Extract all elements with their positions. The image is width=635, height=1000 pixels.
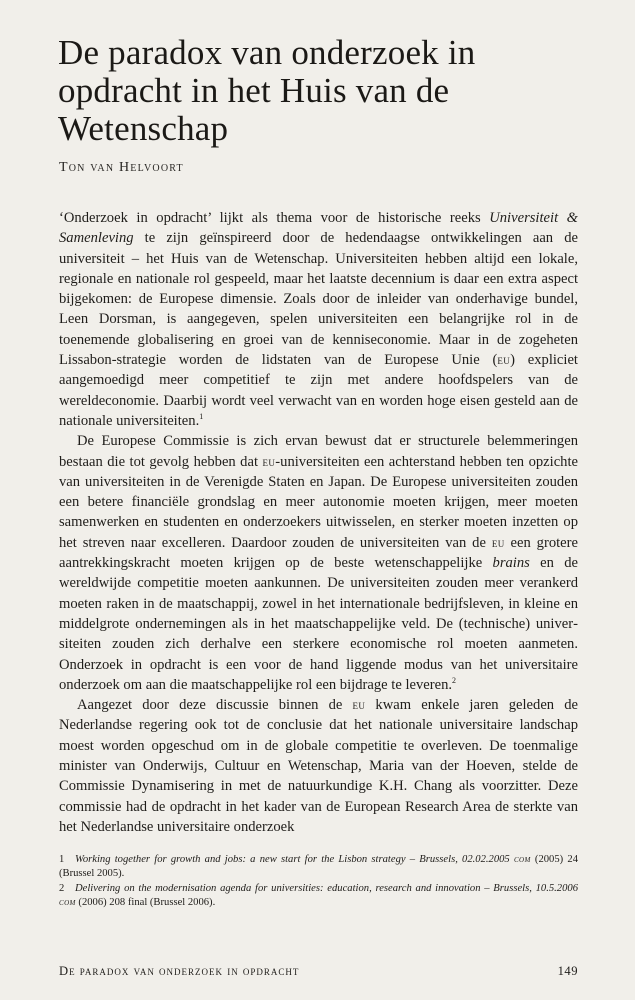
italic-text: brains bbox=[492, 555, 530, 572]
footnote-number: 1 bbox=[59, 854, 65, 865]
chapter-author: Ton van Helvoort bbox=[59, 160, 184, 175]
paragraph-3 bbox=[59, 695, 578, 837]
small-caps-text: eu bbox=[497, 352, 511, 368]
text-run: en de wereldwijde competitie moeten aankunnen. De universiteiten zouden meer verankerd moeten raken in de maatschappij, zowel in het internationale bedrijfsleven, in kleine en middelgrote ondernemingen als in het maatschappelijke veld. De (technische) universiteiten zouden zich derhalve een sterkere economische rol moeten aanmeten. Onderzoek in opdracht is een voor de hand liggende modus van het universitaire onderzoek om aan die maatschappelijke rol een bijdrage te leveren. bbox=[59, 555, 578, 693]
footnote-1 bbox=[59, 853, 578, 882]
chapter-title: De paradox van onderzoek in opdracht in het Huis van de Wetenschap bbox=[58, 33, 476, 148]
text-run: Aangezet door deze discussie binnen de bbox=[77, 697, 353, 714]
footnote-2 bbox=[59, 882, 578, 911]
footnote-reference: 1 bbox=[199, 412, 204, 422]
running-title: De paradox van onderzoek in opdracht bbox=[59, 964, 300, 978]
paragraph-1 bbox=[59, 208, 578, 431]
text-run: ) expliciet aangemoedigd meer competitief te zijn met andere hoofdspelers van de wereldeconomie. Daarbij wordt veel verwacht van en worden hoge eisen gesteld aan de nationale universiteiten. bbox=[59, 352, 578, 429]
footnotes bbox=[59, 853, 578, 911]
text-run: kwam enkele jaren geleden de Nederlandse regering ook tot de conclusie dat het nationale universitaire landschap moest worden opgeschud om in de globale competitie te overleven. De toenmalige minister van Onderwijs, Cultuur en Wetenschap, Maria van der Hoeven, stelde de Commissie Dynamisering in met de natuurkundige K.H. Chang als voorzitter. Deze commissie had de opdracht in het kader van de European Research Area de sterkte van het Nederlandse universitaire onderzoek bbox=[59, 697, 578, 835]
text-run: ‘Onderzoek in opdracht’ lijkt als thema voor de historische reeks bbox=[59, 210, 490, 226]
small-caps-text: eu bbox=[491, 534, 505, 550]
text-run: een grotere aantrekkingskracht moeten krijgen op de beste wetenschappelijke bbox=[59, 534, 579, 572]
footnote-reference: 2 bbox=[452, 675, 457, 685]
italic-text: Working together for growth and jobs: a new start for the Lisbon strategy – Brussels, 02.02.2005 bbox=[75, 854, 514, 865]
italic-text: Delivering on the modernisation agenda for universities: education, research and innovation – Brussels, 10.5.2006 bbox=[75, 882, 578, 894]
italic-text: Universiteit & Samenleving bbox=[59, 210, 578, 247]
footnote-number: 2 bbox=[59, 882, 65, 894]
text-run: (2006) 208 final (Brussel 2006). bbox=[75, 897, 216, 909]
small-caps-text: eu bbox=[352, 697, 366, 713]
text-run: (2005) 24 (Brussel 2005). bbox=[59, 854, 578, 880]
body-text bbox=[59, 208, 578, 837]
small-caps-text: com bbox=[513, 854, 531, 865]
small-caps-text: eu bbox=[262, 453, 276, 469]
page-number: 149 bbox=[557, 964, 578, 978]
page-footer bbox=[59, 964, 578, 979]
small-caps-text: com bbox=[59, 897, 76, 909]
text-run: De Europese Commissie is zich ervan bewust dat er structurele belemmeringen bestaan die tot gevolg hebben dat bbox=[59, 433, 578, 470]
text-run: -universiteiten een achterstand hebben ten opzichte van universiteiten in de Verenigde Staten en Japan. De Europese universiteiten zouden een betere financiële grondslag en meer autonomie moeten krijgen, meer moeten samenwerken en studenten en onderzoekers uitwisselen, en sterker moeten inzetten op het streven naar excelleren. Daardoor zouden de universiteiten van de bbox=[59, 453, 578, 551]
paragraph-2 bbox=[59, 431, 578, 695]
text-run: te zijn geïnspireerd door de hedendaagse ontwikkelingen aan de universiteit – het Huis van de Wetenschap. Universiteiten hebben altijd een lokale, regionale en nationale rol gespeeld, maar het laatste decennium is daar een extra aspect bijgekomen: de Europese dimensie. Zoals door de inleider van onderhavige bundel, Leen Dorsman, is aangegeven, spelen universiteiten een belangrijke rol in de toenemende globalisering en groei van de kenniseconomie. Maar in de zogeheten Lissabon-strategie worden de lidstaten van de Europese Unie ( bbox=[59, 230, 578, 369]
